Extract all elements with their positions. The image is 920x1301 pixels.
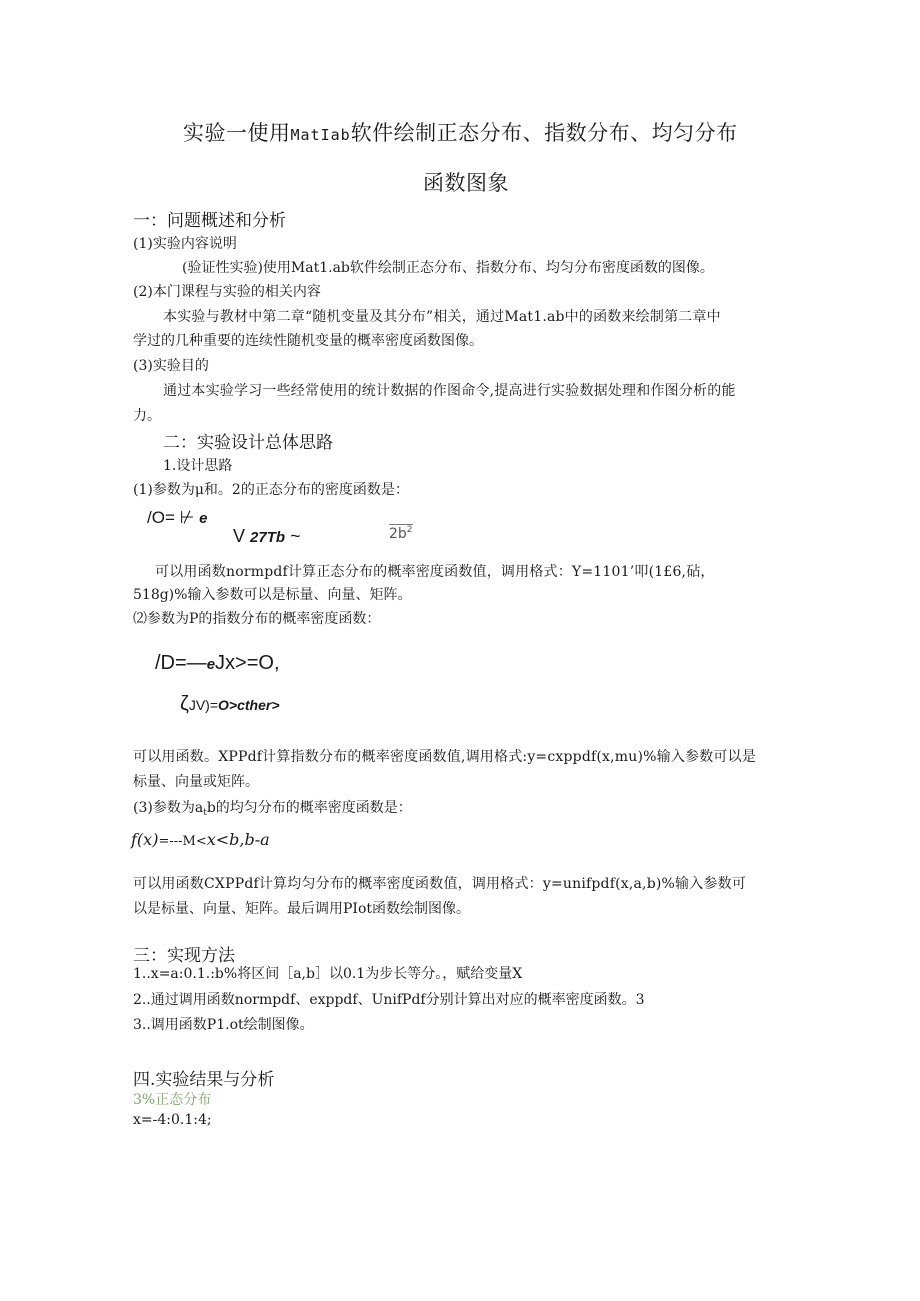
formula-1-v: V: [233, 526, 246, 546]
section-1-item-2-text-1: 本实验与教材中第二章“随机变量及其分布”相关，通过Mat1.ab中的函数来绘制第二章中: [163, 309, 721, 325]
formula-1-den: 27Tb: [250, 529, 286, 546]
section-3-heading: 三：实现方法: [133, 946, 235, 966]
section-2-sub: 1.设计思路: [163, 458, 233, 474]
section-4-comment: 3%正态分布: [133, 1092, 212, 1108]
section-2-para-6b: 以是标量、向量、矩阵。最后调用PIot函数绘制图像。: [133, 901, 471, 917]
section-1-item-3: (3)实验目的: [133, 358, 209, 374]
section-2-para-5: (3)参数为$a_tb$的均匀分布的概率密度函数是：: [133, 800, 412, 818]
formula-3-a: f(x): [131, 830, 159, 849]
formula-3-c: x<b,b-a: [206, 830, 270, 849]
section-4-heading: 四.实验结果与分析: [133, 1070, 275, 1090]
section-2-para-4b: 标量、向量或矩阵。: [133, 774, 259, 790]
formula-3-b: =---M<: [158, 834, 207, 849]
formula-2-line-1: [155, 652, 280, 675]
section-3-line-2: 2..通过调用函数normpdf、exppdf、UnifPdf分别计算出对应的概率密度函数。3: [133, 992, 645, 1008]
title-part-1: 实验一使用: [183, 121, 291, 145]
formula-2-line-2: [180, 693, 280, 716]
formula-1-fraction: [389, 523, 413, 542]
section-2-para-4a: 可以用函数。XPPdf计算指数分布的概率密度函数值,调用格式:y=cxppdf(x,mu)%输入参数可以是: [133, 749, 757, 765]
formula-2-line-2-b: JV)=: [188, 697, 219, 713]
section-4-code-1: x=-4:0.1:4;: [133, 1112, 212, 1128]
section-2-para-6a: 可以用函数CXPPdf计算均匀分布的概率密度函数值，调用格式：y=unifpdf(x,a,b)%输入参数可: [133, 876, 747, 892]
title-line-2: 函数图象: [423, 171, 509, 195]
formula-2-line-1-e: e: [206, 656, 216, 673]
section-1-item-3-text-1: 通过本实验学习一些经常使用的统计数据的作图命令,提高进行实验数据处理和作图分析的能: [163, 383, 736, 399]
section-2-heading: 二：实验设计总体思路: [163, 433, 333, 453]
formula-1-left: /O=: [147, 508, 175, 527]
section-1-item-1: (1)实验内容说明: [133, 236, 237, 252]
title-part-2: MatIab: [290, 126, 351, 144]
title-line-1: [183, 117, 738, 147]
formula-2-line-1-b: Jx>=O,: [215, 652, 280, 674]
section-3-line-1: 1..x=a:0.1.:b%将区间［a,b］以0.1为步长等分。，赋给变量X: [133, 966, 523, 982]
section-2-para-3: ⑵参数为P的指数分布的概率密度函数：: [133, 611, 381, 627]
formula-1-mid: ⊬: [179, 508, 195, 527]
section-1-item-3-text-2: 力。: [133, 408, 161, 424]
title-part-3: 软件绘制正态分布、指数分布、均匀分布: [350, 121, 738, 145]
section-3-line-3: 3..调用函数P1.ot绘制图像。: [133, 1017, 314, 1033]
formula-2-line-2-c: O>cther>: [218, 697, 280, 713]
formula-1-tilde: ~: [290, 526, 301, 546]
section-2-para-2b: 518g)%输入参数可以是标量、向量、矩阵。: [133, 587, 412, 603]
formula-1-line-1: [147, 508, 208, 528]
formula-1-line-2: [233, 526, 301, 547]
formula-1-e: e: [199, 510, 208, 527]
section-1-heading: 一：问题概述和分析: [133, 211, 286, 231]
formula-3: [131, 830, 270, 849]
section-1-item-1-text: (验证性实验)使用Mat1.ab软件绘制正态分布、指数分布、均匀分布密度函数的图像。: [182, 260, 714, 276]
section-1-item-2-text-2: 学过的几种重要的连续性随机变量的概率密度函数图像。: [133, 333, 483, 349]
section-2-para-2a: 可以用函数normpdf计算正态分布的概率密度函数值，调用格式：Y=1101’叩(1£6,砧，: [155, 564, 715, 580]
formula-2-line-1-a: /D=—: [155, 652, 207, 674]
section-2-para-1: (1)参数为μ和。2的正态分布的密度函数是：: [133, 482, 409, 498]
section-1-item-2: (2)本门课程与实验的相关内容: [133, 284, 321, 300]
formula-2-line-2-a: ζ: [180, 693, 189, 715]
formula-1-frac-text: $2b^2$: [389, 525, 413, 542]
